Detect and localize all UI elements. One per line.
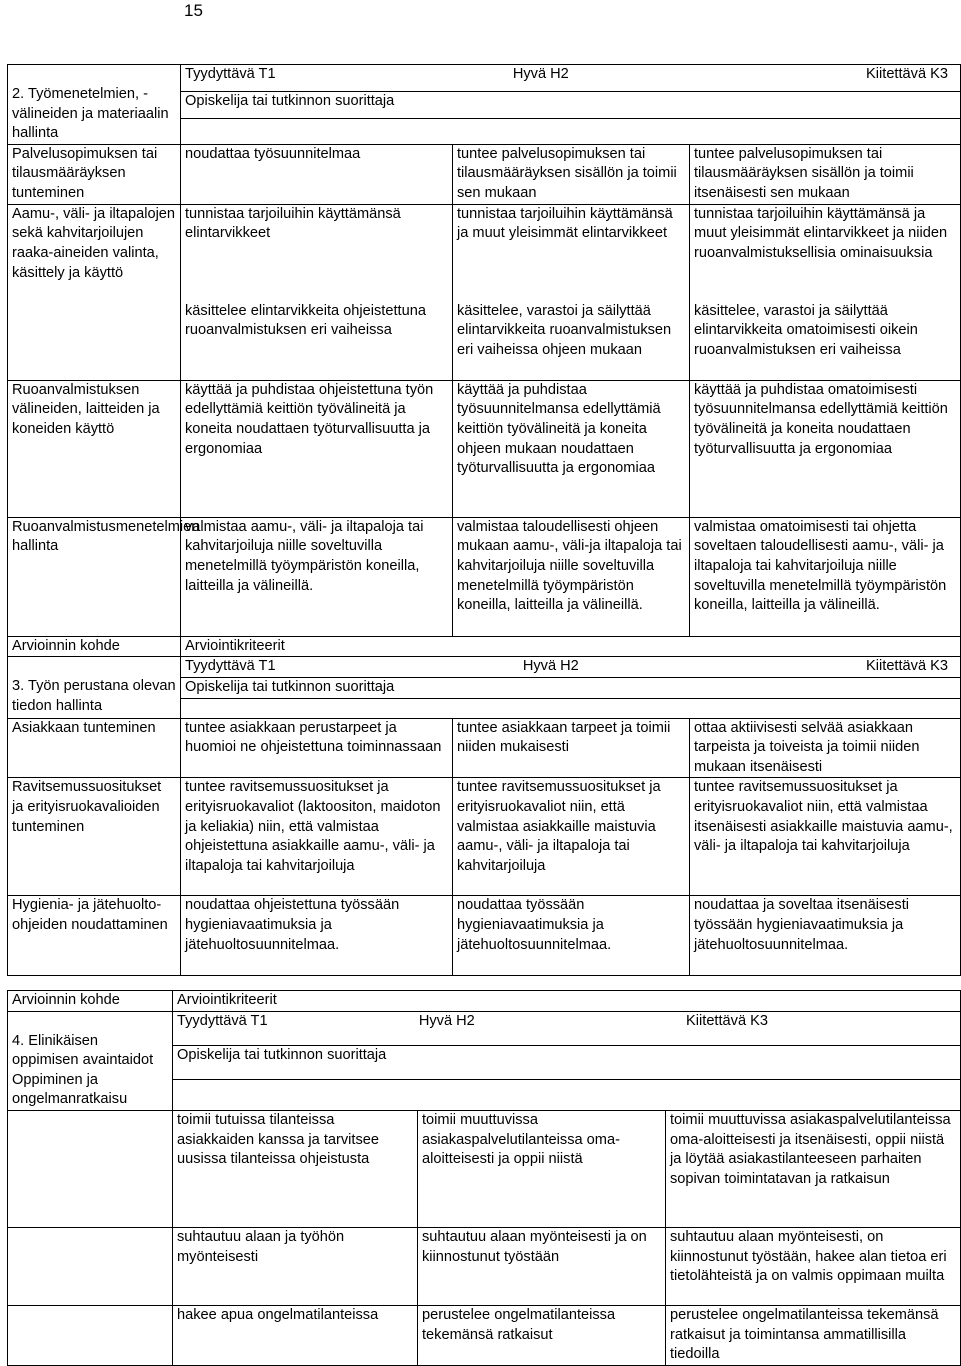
- k3-cell: tuntee ravitsemussuositukset ja erityisruokavaliot niin, että valmistaa itsenäisesti asiakkaille maistuvia aamu-, väli- ja iltapaloja tai kahvitarjoiluja: [690, 778, 961, 896]
- student-subheader: Opiskelija tai tutkinnon suorittaja: [181, 91, 961, 118]
- k3-cell: [690, 204, 961, 380]
- h2-cell: tuntee ravitsemussuositukset ja erityisruokavaliot niin, että valmistaa asiakkaille maistuvia aamu-, väli- ja iltapaloja tai kahvitarjoiluja: [453, 778, 690, 896]
- k3-cell: tuntee palvelusopimuksen tai tilausmääräyksen sisällön ja toimii itsenäisesti sen mukaan: [690, 144, 961, 204]
- t1-cell: noudattaa työsuunnitelmaa: [181, 144, 453, 204]
- level-h2-label: Hyvä H2: [522, 658, 579, 675]
- h2-item: käsittelee, varastoi ja säilyttää elintarvikkeita ruoanvalmistuksen eri vaiheissa ohjeen mukaan: [457, 302, 672, 358]
- h2-cell: valmistaa taloudellisesti ohjeen mukaan aamu-, väli-ja iltapaloja tai kahvitarjoiluja niille soveltuvilla menetelmillä työympäristön koneilla, laitteilla ja välineillä.: [453, 517, 690, 636]
- h2-cell: tuntee palvelusopimuksen tai tilausmääräyksen sisällön ja toimii sen mukaan: [453, 144, 690, 204]
- t1-cell: käyttää ja puhdistaa ohjeistettuna työn edellyttämiä keittiön työvälineitä ja koneita noudattaen työturvallisuutta ja ergonomiaa: [181, 380, 453, 517]
- level-k3-label: Kiitettävä K3: [866, 658, 948, 675]
- criteria-table-4: [7, 990, 961, 1366]
- levels-header: [181, 65, 961, 92]
- topic-menetelmat: Ruoanvalmistusmenetelmien hallinta: [8, 517, 181, 636]
- student-subheader: Opiskelija tai tutkinnon suorittaja: [173, 1045, 961, 1079]
- h2-cell: [453, 204, 690, 380]
- h2-cell: tuntee asiakkaan tarpeet ja toimii niiden mukaisesti: [453, 718, 690, 778]
- topic-valineet: Ruoanvalmistuksen välineiden, laitteiden ja koneiden käyttö: [8, 380, 181, 517]
- level-t1-label: Tyydyttävä T1: [185, 658, 276, 675]
- section-2-title: 2. Työmenetelmien, -välineiden ja materiaalin hallinta: [8, 65, 181, 145]
- h2-cell: käyttää ja puhdistaa työsuunnitelmansa edellyttämiä keittiön työvälineitä ja koneita ohjeen mukaan noudattaen työturvallisuutta ja ergonomiaa: [453, 380, 690, 517]
- k3-cell: perustelee ongelmatilanteissa tekemänsä ratkaisut ja toimintansa ammatillisilla tiedoilla: [666, 1305, 961, 1365]
- topic-ravitsemus: Ravitsemussuositukset ja erityisruokavalioiden tunteminen: [8, 778, 181, 896]
- topic-asiakas: Asiakkaan tunteminen: [8, 718, 181, 778]
- arviointikriteerit-label: Arviointikriteerit: [173, 991, 961, 1012]
- level-t1-label: Tyydyttävä T1: [177, 1012, 268, 1029]
- level-k3-label: Kiitettävä K3: [686, 1012, 768, 1029]
- h2-cell: perustelee ongelmatilanteissa tekemänsä ratkaisut: [418, 1305, 666, 1365]
- h2-cell: toimii muuttuvissa asiakaspalvelutilanteissa oma-aloitteisesti ja oppii niistä: [418, 1110, 666, 1227]
- t1-cell: [181, 204, 453, 380]
- level-t1-label: Tyydyttävä T1: [185, 66, 276, 82]
- k3-cell: käyttää ja puhdistaa omatoimisesti työsuunnitelmansa edellyttämiä keittiön työvälineitä ja koneita noudattaen työturvallisuutta ja ergonomiaa: [690, 380, 961, 517]
- t1-cell: noudattaa ohjeistettuna työssään hygieniavaatimuksia ja jätehuoltosuunnitelmaa.: [181, 896, 453, 976]
- student-subheader: Opiskelija tai tutkinnon suorittaja: [181, 677, 961, 698]
- arviointikriteerit-label: Arviointikriteerit: [181, 636, 961, 657]
- h2-cell: noudattaa työssään hygieniavaatimuksia ja jätehuoltosuunnitelmaa.: [453, 896, 690, 976]
- section-4-heading: 4. Elinikäisen oppimisen avaintaidot: [12, 1032, 154, 1069]
- level-h2-label: Hyvä H2: [418, 1012, 475, 1029]
- spacer: [173, 1079, 961, 1110]
- k3-item: tunnistaa tarjoiluihin käyttämänsä ja muut yleisimmät elintarvikkeet ja niiden ruoanvalmistuksellisia ominaisuuksia: [694, 205, 948, 261]
- levels-header: [181, 657, 961, 678]
- t1-cell: hakee apua ongelmatilanteissa: [173, 1305, 418, 1365]
- topic-empty: [8, 1110, 173, 1227]
- t1-cell: toimii tutuissa tilanteissa asiakkaiden kanssa ja tarvitsee uusissa tilanteissa ohjeistusta: [173, 1110, 418, 1227]
- t1-cell: suhtautuu alaan ja työhön myönteisesti: [173, 1227, 418, 1305]
- h2-cell: suhtautuu alaan myönteisesti ja on kiinnostunut työstään: [418, 1227, 666, 1305]
- arvioinnin-kohde-label: Arvioinnin kohde: [8, 991, 173, 1012]
- t1-cell: tuntee ravitsemussuositukset ja erityisruokavaliot (laktoositon, maidoton ja keliakia) niin, että valmistaa ohjeistettuna asiakkaille aamu-, väli- ja iltapaloja tai kahvitarjoiluja: [181, 778, 453, 896]
- t1-item: tunnistaa tarjoiluihin käyttämänsä elintarvikkeet: [185, 205, 401, 242]
- page-number: 15: [184, 1, 203, 20]
- topic-raaka-aineet: Aamu-, väli- ja iltapalojen sekä kahvitarjoilujen raaka-aineiden valinta, käsittely ja käyttö: [8, 204, 181, 380]
- k3-cell: ottaa aktiivisesti selvää asiakkaan tarpeista ja toiveista ja toimii niiden mukaan itsenäisesti: [690, 718, 961, 778]
- section-3-title: 3. Työn perustana olevan tiedon hallinta: [8, 657, 181, 718]
- section-4-subheading: Oppiminen ja ongelmanratkaisu: [12, 1071, 128, 1108]
- topic-empty: [8, 1227, 173, 1305]
- k3-cell: toimii muuttuvissa asiakaspalvelutilanteissa oma-aloitteisesti ja itsenäisesti, oppii niistä ja löytää asiakastilanteeseen parhaiten sopivan toimintatavan ja ratkaisun: [666, 1110, 961, 1227]
- t1-cell: tuntee asiakkaan perustarpeet ja huomioi ne ohjeistettuna toiminnassaan: [181, 718, 453, 778]
- k3-cell: valmistaa omatoimisesti tai ohjetta soveltaen taloudellisesti aamu-, väli- ja iltapaloja tai kahvitarjoiluja niille soveltuvilla menetelmillä työympäristön koneilla, laitteilla ja välineillä.: [690, 517, 961, 636]
- t1-cell: valmistaa aamu-, väli- ja iltapaloja tai kahvitarjoiluja niille soveltuvilla menetelmillä työympäristön koneilla, laitteilla ja välineillä.: [181, 517, 453, 636]
- arvioinnin-kohde-label: Arvioinnin kohde: [8, 636, 181, 657]
- level-k3-label: Kiitettävä K3: [866, 66, 948, 82]
- topic-empty: [8, 1305, 173, 1365]
- topic-hygienia: Hygienia- ja jätehuolto-ohjeiden noudattaminen: [8, 896, 181, 976]
- topic-palvelusopimus: Palvelusopimuksen tai tilausmääräyksen tunteminen: [8, 144, 181, 204]
- k3-cell: noudattaa ja soveltaa itsenäisesti työssään hygieniavaatimuksia ja jätehuoltosuunnitelmaa.: [690, 896, 961, 976]
- t1-item: käsittelee elintarvikkeita ohjeistettuna ruoanvalmistuksen eri vaiheissa: [185, 302, 426, 339]
- level-h2-label: Hyvä H2: [512, 66, 569, 82]
- spacer: [181, 698, 961, 718]
- spacer: [181, 118, 961, 144]
- section-4-title: [8, 1011, 173, 1110]
- levels-header: [173, 1011, 961, 1045]
- h2-item: tunnistaa tarjoiluihin käyttämänsä ja muut yleisimmät elintarvikkeet: [457, 205, 673, 242]
- criteria-table-2-3: [7, 64, 961, 976]
- k3-cell: suhtautuu alaan myönteisesti, on kiinnostunut työstään, hakee alan tietoa eri tietolähteistä ja on valmis oppimaan muilta: [666, 1227, 961, 1305]
- k3-item: käsittelee, varastoi ja säilyttää elintarvikkeita omatoimisesti oikein ruoanvalmistuksen eri vaiheissa: [694, 302, 918, 358]
